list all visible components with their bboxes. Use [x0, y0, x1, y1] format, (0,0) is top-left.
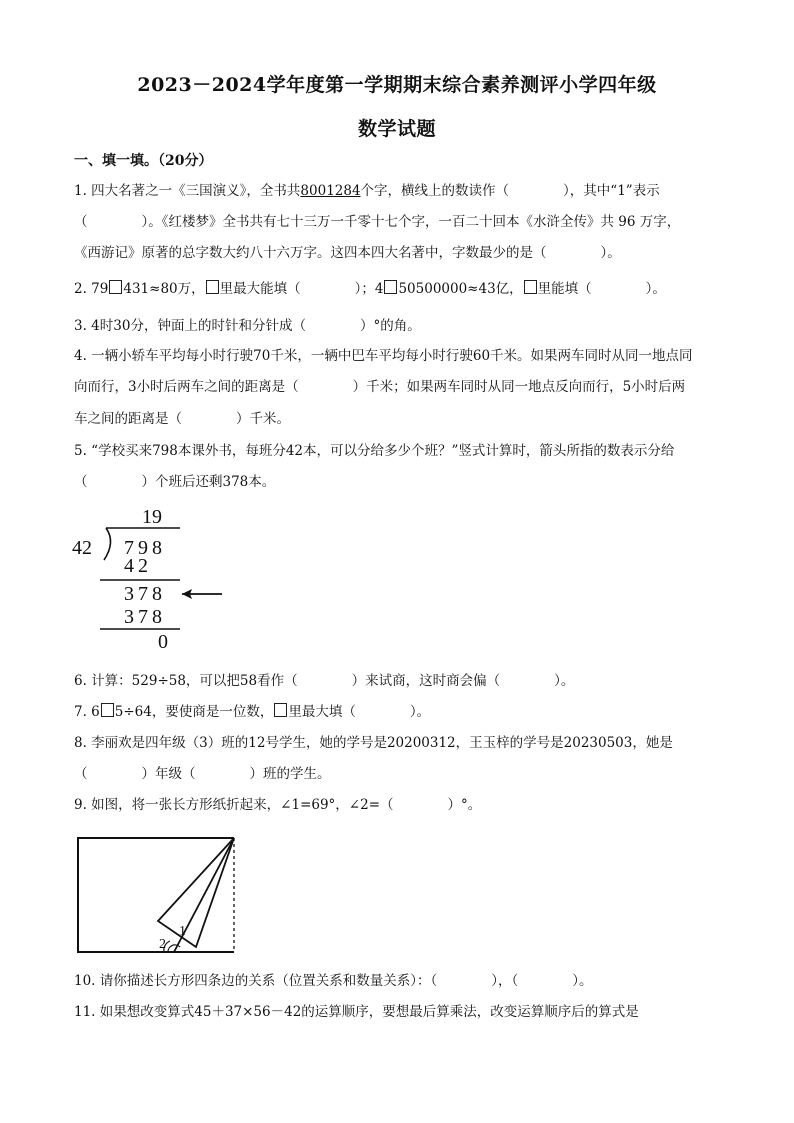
underlined-number: 8001284: [300, 183, 361, 199]
blank-box-icon: [524, 280, 537, 294]
division-final: 0: [158, 631, 168, 653]
question-5-line-2: （ ）个班后还剩378本。: [74, 474, 276, 490]
question-2-text-a: 2. 79: [74, 281, 109, 297]
division-dividend: 798: [124, 537, 166, 559]
exam-title: 2023－2024学年度第一学期期末综合素养测评小学四年级: [137, 74, 657, 96]
folded-flap: [158, 838, 234, 947]
question-7: [74, 703, 430, 721]
division-step-2: 378: [124, 606, 166, 628]
question-1-line-3: 《西游记》原著的总字数大约八十六万字。这四本四大名著中，字数最少的是（ ）。: [74, 245, 621, 261]
question-9: 9. 如图，将一张长方形纸折起来，∠1=69°，∠2=（ ）°。: [74, 797, 482, 813]
question-2-text-d: 50500000≈43亿，: [398, 281, 523, 297]
long-division-figure: [70, 504, 240, 660]
question-2-text-c: 里最大能填（ ）；4: [219, 281, 384, 297]
question-4-line-3: 车之间的距离是（ ）千米。: [74, 411, 290, 427]
division-divisor: 42: [72, 537, 92, 559]
blank-box-icon: [274, 703, 287, 717]
question-8-line-1: 8. 李丽欢是四年级（3）班的12号学生，她的学号是20200312，王玉梓的学号是20230503，她是: [74, 735, 673, 751]
blank-box-icon: [206, 280, 219, 294]
question-5-line-1: 5. “学校买来798本课外书，每班分42本，可以分给多少个班？”竖式计算时，箭头所指的数表示分给: [74, 443, 675, 459]
question-1-line-1: [74, 182, 660, 200]
question-6: 6. 计算：529÷58，可以把58看作（ ）来试商，这时商会偏（ ）。: [74, 673, 575, 689]
division-quotient: 19: [142, 506, 162, 528]
division-step-1: 42: [124, 555, 152, 577]
question-11: 11. 如果想改变算式45＋37×56－42的运算顺序，要想最后算乘法，改变运算顺序后的算式是: [74, 1004, 639, 1020]
question-8-line-2: （ ）年级（ ）班的学生。: [74, 766, 331, 782]
question-1-line-2: （ ）。《红楼梦》全书共有七十三万一千零十七个字，一百二十回本《水浒全传》共 96 万字，: [74, 214, 681, 230]
angle-2-label: 2: [159, 937, 166, 952]
angle-1-label: 1: [179, 924, 186, 939]
question-7-text-b: 5÷64，要使商是一位数，: [114, 704, 274, 720]
question-2: [74, 280, 666, 298]
division-remainder: 378: [124, 583, 166, 605]
question-7-text-c: 里最大填（ ）。: [288, 704, 431, 720]
blank-box-icon: [101, 703, 114, 717]
division-bracket: [104, 528, 111, 560]
question-1-text-b: 个字，横线上的数读作（ ），其中“1”表示: [360, 183, 660, 199]
folded-rectangle-figure: [76, 835, 241, 957]
question-7-text-a: 7. 6: [74, 704, 100, 720]
section-heading: 一、填一填。（20分）: [74, 153, 213, 169]
question-4-line-1: 4. 一辆小轿车平均每小时行驶70千米，一辆中巴车平均每小时行驶60千米。如果两车同时从同一地点同: [74, 348, 693, 364]
blank-box-icon: [109, 280, 122, 294]
question-1-text-a: 1. 四大名著之一《三国演义》，全书共: [74, 183, 301, 199]
question-2-text-e: 里能填（ ）。: [537, 281, 666, 297]
exam-subtitle: 数学试题: [357, 118, 436, 140]
rectangle-outline: [78, 838, 234, 952]
question-4-line-2: 向而行，3小时后两车之间的距离是（ ）千米；如果两车同时从同一地点反向而行，5小时后两: [74, 379, 686, 395]
question-2-text-b: 431≈80万，: [123, 281, 205, 297]
blank-box-icon: [384, 280, 397, 294]
question-10: 10. 请你描述长方形四条边的关系（位置关系和数量关系）：（ ），（ ）。: [74, 973, 593, 989]
question-3: 3. 4时30分，钟面上的时针和分针成（ ）°的角。: [74, 318, 421, 334]
